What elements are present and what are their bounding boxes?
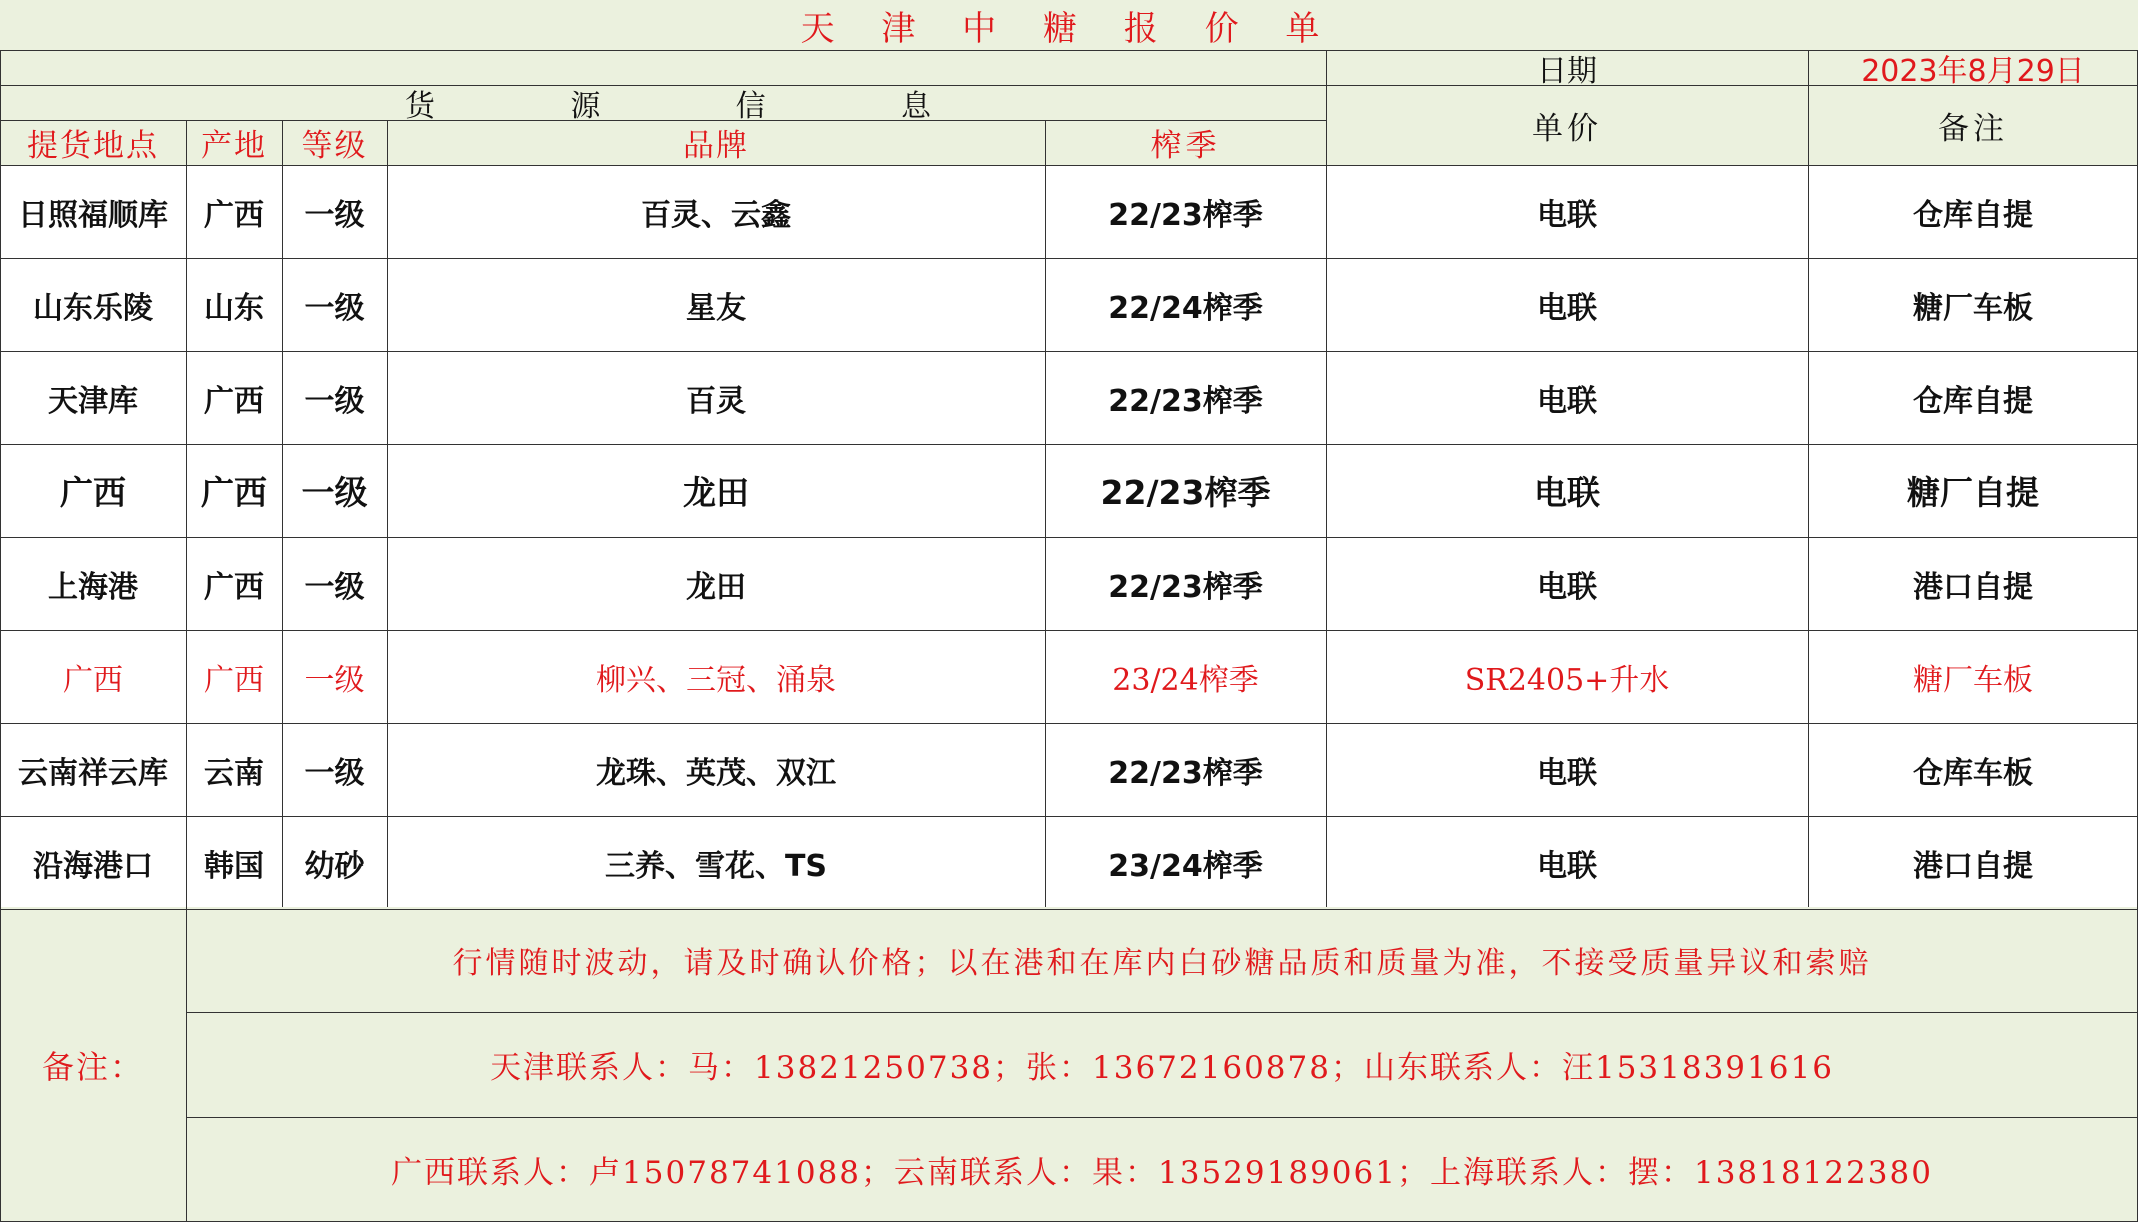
source-info-char: 息 <box>900 88 931 120</box>
grid-line <box>1326 50 1327 907</box>
cell-price: 电联 <box>1534 473 1600 512</box>
cell-note: 仓库自提 <box>1913 383 2033 419</box>
footer-line-1: 行情随时波动，请及时确认价格；以在港和在库内白砂糖品质和质量为准，不接受质量异议和索赔 <box>186 907 2138 1012</box>
sheet-title: 天 津 中 糖 报 价 单 <box>0 0 2138 50</box>
cell-brand: 龙田 <box>686 569 746 605</box>
cell-brand: 龙珠、英茂、双江 <box>596 755 836 791</box>
footer-line-3: 广西联系人：卢15078741088；云南联系人：果：13529189061；上海联系人：摆：13818122380 <box>186 1117 2138 1222</box>
header-note: 备注 <box>1808 85 2138 165</box>
cell-season: 23/24榨季 <box>1112 662 1259 698</box>
cell-season: 22/23榨季 <box>1108 569 1263 605</box>
cell-location: 云南祥云库 <box>18 755 168 791</box>
cell-season: 23/24榨季 <box>1108 848 1263 884</box>
grid-line <box>0 630 2138 631</box>
grid-line <box>0 909 2138 910</box>
cell-grade: 一级 <box>301 473 368 512</box>
cell-origin: 广西 <box>201 473 267 512</box>
cell-season: 22/24榨季 <box>1108 290 1263 326</box>
grid-line <box>0 537 2138 538</box>
cell-origin: 山东 <box>204 290 264 326</box>
grid-line <box>0 258 2138 259</box>
source-info-header-blank <box>0 50 1326 85</box>
cell-grade: 幼砂 <box>304 848 365 884</box>
grid-line <box>0 723 2138 724</box>
grid-line <box>0 120 1326 121</box>
source-info-header <box>0 85 1326 120</box>
cell-location: 沿海港口 <box>33 848 153 884</box>
cell-brand: 柳兴、三冠、涌泉 <box>596 662 836 698</box>
cell-note: 港口自提 <box>1913 569 2033 605</box>
header-origin: 产地 <box>186 120 282 165</box>
cell-season: 22/23榨季 <box>1108 755 1263 791</box>
cell-location: 广西 <box>63 662 123 698</box>
cell-brand: 星友 <box>686 290 746 326</box>
cell-price: 电联 <box>1537 848 1597 884</box>
cell-grade: 一级 <box>304 383 365 419</box>
source-info-char: 源 <box>570 88 601 120</box>
cell-note: 糖厂自提 <box>1907 473 2039 512</box>
cell-grade: 一级 <box>304 569 365 605</box>
header-season: 榨季 <box>1045 120 1326 165</box>
header-location: 提货地点 <box>0 120 186 165</box>
cell-note: 糖厂车板 <box>1913 662 2033 698</box>
cell-season: 22/23榨季 <box>1108 383 1263 419</box>
source-info-char: 货 <box>405 88 435 120</box>
cell-origin: 广西 <box>204 569 264 605</box>
header-price: 单价 <box>1326 85 1808 165</box>
cell-location: 广西 <box>60 473 126 512</box>
cell-price: 电联 <box>1537 569 1597 605</box>
cell-origin: 云南 <box>204 755 264 791</box>
cell-price: SR2405+升水 <box>1464 662 1670 698</box>
cell-note: 港口自提 <box>1913 848 2033 884</box>
header-grade: 等级 <box>282 120 387 165</box>
grid-line <box>0 816 2138 817</box>
grid-line <box>1326 85 2138 86</box>
cell-note: 仓库车板 <box>1913 755 2033 791</box>
grid-line <box>186 1117 2138 1118</box>
grid-line <box>186 120 187 1222</box>
grid-line <box>0 165 2138 166</box>
grid-line <box>1045 120 1046 907</box>
cell-brand: 龙田 <box>683 473 749 512</box>
cell-location: 天津库 <box>48 383 138 419</box>
cell-origin: 韩国 <box>204 848 264 884</box>
cell-brand: 百灵 <box>686 383 746 419</box>
date-value: 2023年8月29日 <box>1808 50 2138 85</box>
date-label: 日期 <box>1326 50 1808 85</box>
cell-origin: 广西 <box>204 662 264 698</box>
grid-line <box>0 50 1 1222</box>
cell-origin: 广西 <box>204 197 264 233</box>
cell-brand: 三养、雪花、TS <box>604 848 828 884</box>
cell-grade: 一级 <box>304 755 365 791</box>
cell-price: 电联 <box>1537 383 1597 419</box>
cell-price: 电联 <box>1537 755 1597 791</box>
cell-price: 电联 <box>1537 290 1597 326</box>
cell-note: 糖厂车板 <box>1913 290 2033 326</box>
cell-grade: 一级 <box>304 290 365 326</box>
grid-line <box>0 351 2138 352</box>
source-info-char: 信 <box>735 88 766 120</box>
footer-label: 备注： <box>0 907 186 1222</box>
header-brand: 品牌 <box>387 120 1045 165</box>
cell-season: 22/23榨季 <box>1100 473 1271 512</box>
cell-grade: 一级 <box>304 662 365 698</box>
cell-location: 日照福顺库 <box>18 197 168 233</box>
cell-brand: 百灵、云鑫 <box>641 197 791 233</box>
cell-grade: 一级 <box>304 197 365 233</box>
grid-line <box>0 444 2138 445</box>
grid-line <box>387 120 388 907</box>
cell-note: 仓库自提 <box>1913 197 2033 233</box>
cell-price: 电联 <box>1537 197 1597 233</box>
grid-line <box>0 85 1326 86</box>
cell-origin: 广西 <box>204 383 264 419</box>
footer-line-2: 天津联系人：马：13821250738；张：13672160878；山东联系人：汪15318391616 <box>186 1012 2138 1117</box>
grid-line <box>0 50 2138 51</box>
cell-season: 22/23榨季 <box>1108 197 1263 233</box>
cell-location: 山东乐陵 <box>33 290 153 326</box>
grid-line <box>1808 50 1809 907</box>
grid-line <box>186 1012 2138 1013</box>
grid-line <box>282 120 283 907</box>
cell-location: 上海港 <box>48 569 138 605</box>
